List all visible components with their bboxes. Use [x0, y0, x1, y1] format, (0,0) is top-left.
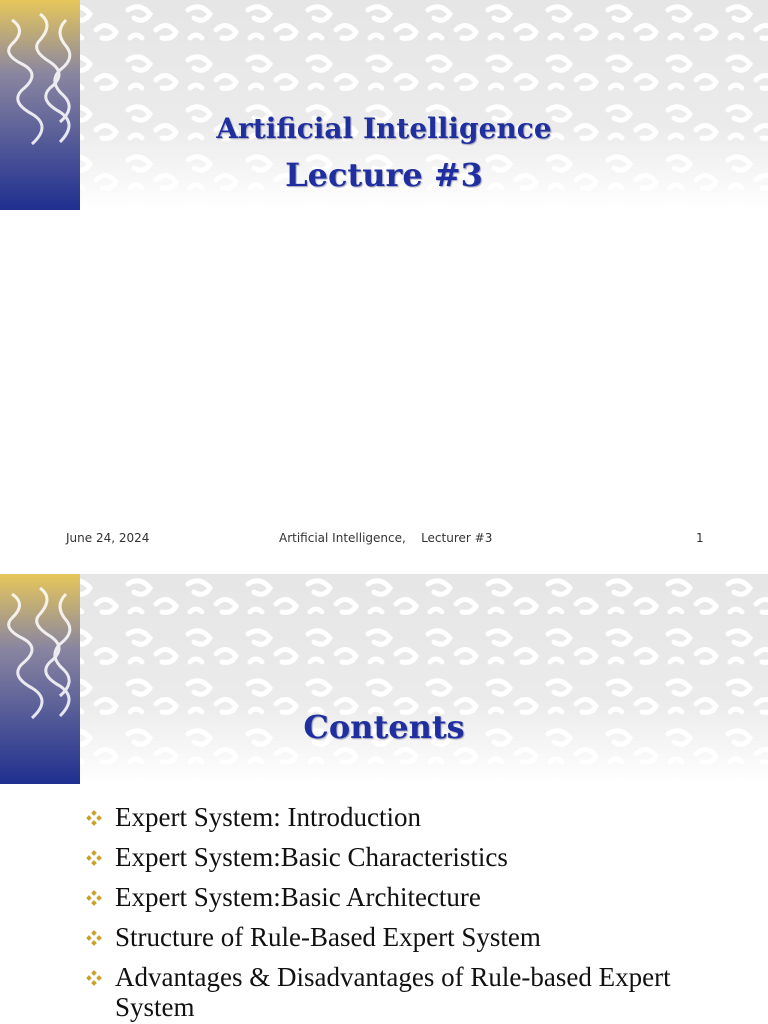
contents-title: Contents [303, 708, 465, 746]
decorative-pattern-band [0, 574, 768, 784]
list-item-text: Expert System:Basic Characteristics [115, 842, 508, 872]
contents-list [86, 802, 746, 1024]
footer-date: June 24, 2024 [66, 531, 150, 545]
list-item [86, 922, 746, 952]
list-item [86, 842, 746, 872]
list-item [86, 802, 746, 832]
diamond-bullet-icon [86, 930, 102, 946]
diamond-bullet-icon [86, 810, 102, 826]
diamond-bullet-icon [86, 850, 102, 866]
list-item-text: Advantages & Disadvantages of Rule-based Expert System [115, 962, 671, 1022]
lecture-subtitle: Lecture #3 [285, 156, 483, 194]
list-item [86, 882, 746, 912]
slide-title: Artificial Intelligence [216, 112, 552, 145]
list-item-text: Expert System:Basic Architecture [115, 882, 481, 912]
diamond-bullet-icon [86, 890, 102, 906]
contents-slide [0, 574, 768, 1024]
footer-page-number: 1 [696, 531, 704, 545]
footer-center-text: Artificial Intelligence, Lecturer #3 [279, 531, 493, 545]
list-item-text: Expert System: Introduction [115, 802, 421, 832]
diamond-bullet-icon [86, 970, 102, 986]
list-item [86, 962, 746, 1022]
list-item-text: Structure of Rule-Based Expert System [115, 922, 541, 952]
